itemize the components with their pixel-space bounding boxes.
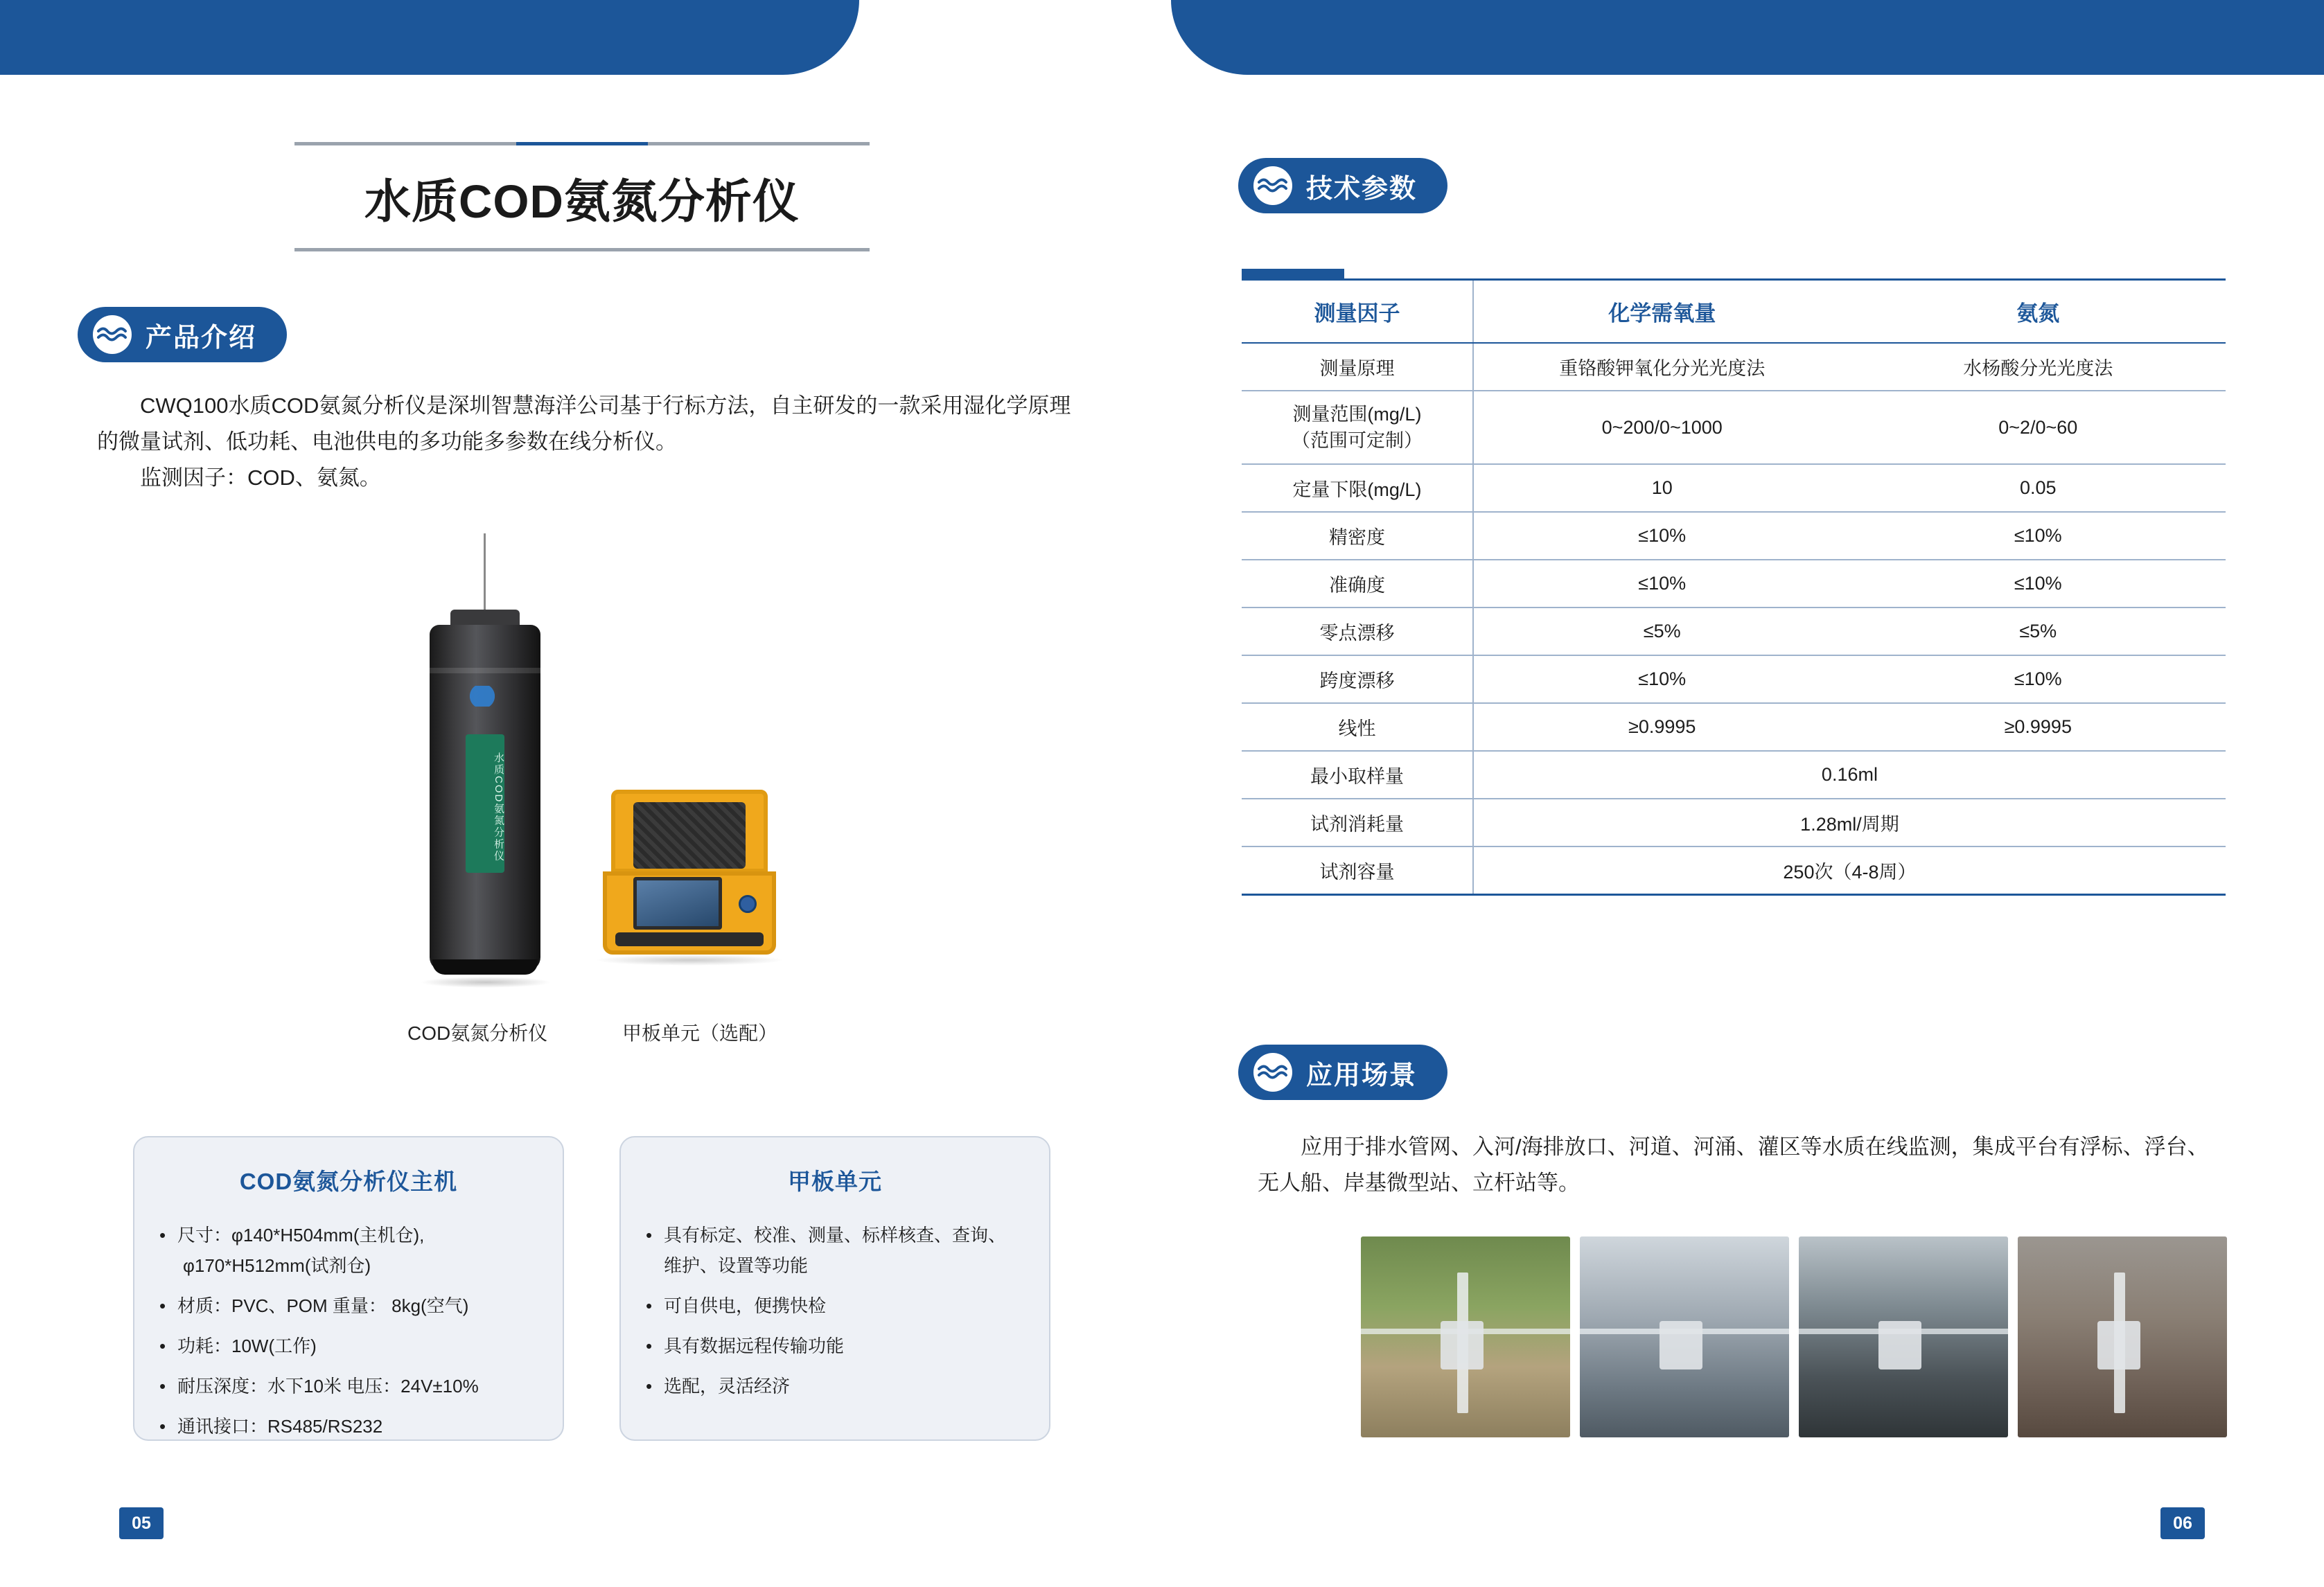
cell-cod: ≤10% [1473,512,1851,560]
spec-item-subtext: φ170*H512mm(试剂仓) [183,1255,371,1276]
spec-card-host [133,1136,564,1441]
page-title: 水质COD氨氮分析仪 [364,176,800,228]
list-item: • 可自供电，便携快检 [664,1291,1016,1321]
device-cap [450,610,520,626]
table-header-ammonia: 氨氮 [1851,280,2226,344]
cell-factor: 准确度 [1242,560,1473,608]
list-item: • 材质：PVC、POM 重量： 8kg(空气) [177,1291,529,1321]
list-item: • 具有数据远程传输功能 [664,1331,1016,1361]
photo-site-2 [1580,1236,1789,1437]
section-label-tech: 技术参数 [1306,174,1418,204]
case-knob [739,895,757,913]
spec-card-deck [619,1136,1050,1441]
cell-cod: 0~200/0~1000 [1473,391,1851,464]
section-label-app: 应用场景 [1306,1061,1418,1090]
table-row [1242,391,2226,464]
case-foam [633,802,746,869]
device-label: 水质COD氨氮分析仪 [466,734,504,873]
cell-factor: 线性 [1242,703,1473,751]
cell-ammonia: ≤10% [1851,512,2226,560]
table-row [1242,512,2226,560]
cell-factor: 最小取样量 [1242,751,1473,799]
cell-cod: ≤5% [1473,608,1851,655]
application-photos [1361,1236,2227,1437]
table-row [1242,703,2226,751]
spec-card-deck-list [621,1220,1049,1401]
section-header-tech [1238,158,1447,213]
table-header-cod: 化学需氧量 [1473,280,1851,344]
section-label-intro: 产品介绍 [146,323,257,353]
cell-ammonia: 0.05 [1851,464,2226,512]
case-shadow [595,955,784,966]
device-ring [430,668,540,673]
wave-icon [1253,166,1292,205]
list-item: • 具有标定、校准、测量、标样核查、查询、维护、设置等功能 [664,1220,1016,1281]
section-header-app [1238,1045,1447,1100]
case-lid [611,790,768,873]
cell-factor: 跨度漂移 [1242,655,1473,703]
analyzer-device-image [430,610,540,998]
cell-span: 1.28ml/周期 [1473,799,2226,846]
cell-factor-line2: （范围可定制） [1291,430,1423,451]
intro-paragraph-1: CWQ100水质COD氨氮分析仪是深圳智慧海洋公司基于行标方法，自主研发的一款采用湿化学原理的微量试剂、低功耗、电池供电的多功能多参数在线分析仪。 [97,393,1071,454]
photo-site-3 [1799,1236,2008,1437]
cell-factor: 试剂容量 [1242,846,1473,895]
antenna [484,533,486,610]
device-base [432,959,538,975]
cell-cod: ≥0.9995 [1473,703,1851,751]
spec-item-text: 尺寸：φ140*H504mm(主机仓), [177,1225,425,1245]
cell-cod: ≤10% [1473,655,1851,703]
table-row [1242,799,2226,846]
list-item [177,1220,529,1281]
table-row [1242,560,2226,608]
table-row [1242,608,2226,655]
application-text: 应用于排水管网、入河/海排放口、河道、河涌、灌区等水质在线监测，集成平台有浮标、浮台、无人船、岸基微型站、立杆站等。 [1258,1135,2209,1195]
cell-cod: ≤10% [1473,560,1851,608]
cell-ammonia: 水杨酸分光光度法 [1851,343,2226,391]
cell-factor: 精密度 [1242,512,1473,560]
table-header-factor: 测量因子 [1242,280,1473,344]
photo-device-box [1660,1321,1702,1369]
cell-factor: 测量原理 [1242,343,1473,391]
device-shadow [420,977,552,988]
caption-analyzer: COD氨氮分析仪 [407,1022,548,1044]
list-item: • 功耗：10W(工作) [177,1331,529,1361]
cell-ammonia: 0~2/0~60 [1851,391,2226,464]
list-item: • 选配，灵活经济 [664,1371,1016,1401]
wave-icon [93,315,132,354]
cell-ammonia: ≤5% [1851,608,2226,655]
page-title-block [294,142,870,251]
cell-factor [1242,391,1473,464]
cell-factor: 零点漂移 [1242,608,1473,655]
photo-device-box [1441,1321,1484,1369]
photo-site-4 [2018,1236,2227,1437]
cell-ammonia: ≤10% [1851,655,2226,703]
table-body [1242,343,2226,895]
brand-logo-icon [463,686,511,707]
page-number-left: 05 [119,1507,164,1539]
cell-ammonia: ≥0.9995 [1851,703,2226,751]
table-row [1242,846,2226,895]
title-rule-accent [516,142,648,145]
deck-unit-image [603,790,776,970]
cell-span: 250次（4-8周） [1473,846,2226,895]
tech-parameters-table [1242,278,2226,896]
caption-deck-unit: 甲板单元（选配） [622,1022,778,1044]
case-handle [615,932,764,946]
cell-factor-line1: 测量范围(mg/L) [1292,404,1422,425]
cell-factor: 定量下限(mg/L) [1242,464,1473,512]
intro-paragraphs [97,388,1084,496]
case-screen [633,877,722,930]
cell-cod: 重铬酸钾氧化分光光度法 [1473,343,1851,391]
product-images [374,533,859,1039]
table-header-row [1242,280,2226,344]
table-row [1242,751,2226,799]
page-number-right: 06 [2160,1507,2205,1539]
spec-card-deck-title: 甲板单元 [788,1169,882,1194]
wave-icon [1253,1053,1292,1092]
spec-card-host-title: COD氨氮分析仪主机 [239,1169,458,1194]
title-rule-bottom [294,248,870,251]
cell-factor: 试剂消耗量 [1242,799,1473,846]
photo-device-box [2097,1321,2140,1369]
spec-card-host-list [134,1220,563,1442]
table-row [1242,655,2226,703]
section-header-intro [78,307,287,362]
cell-span: 0.16ml [1473,751,2226,799]
title-rule-top [294,142,870,145]
cell-cod: 10 [1473,464,1851,512]
list-item: • 耐压深度：水下10米 电压：24V±10% [177,1371,529,1401]
table-row [1242,343,2226,391]
list-item: • 通讯接口：RS485/RS232 [177,1411,529,1442]
table-accent-bar [1242,269,1344,278]
photo-device-box [1878,1321,1921,1369]
photo-site-1 [1361,1236,1570,1437]
intro-paragraph-2: 监测因子：COD、氨氮。 [140,466,381,490]
cell-ammonia: ≤10% [1851,560,2226,608]
table-row [1242,464,2226,512]
